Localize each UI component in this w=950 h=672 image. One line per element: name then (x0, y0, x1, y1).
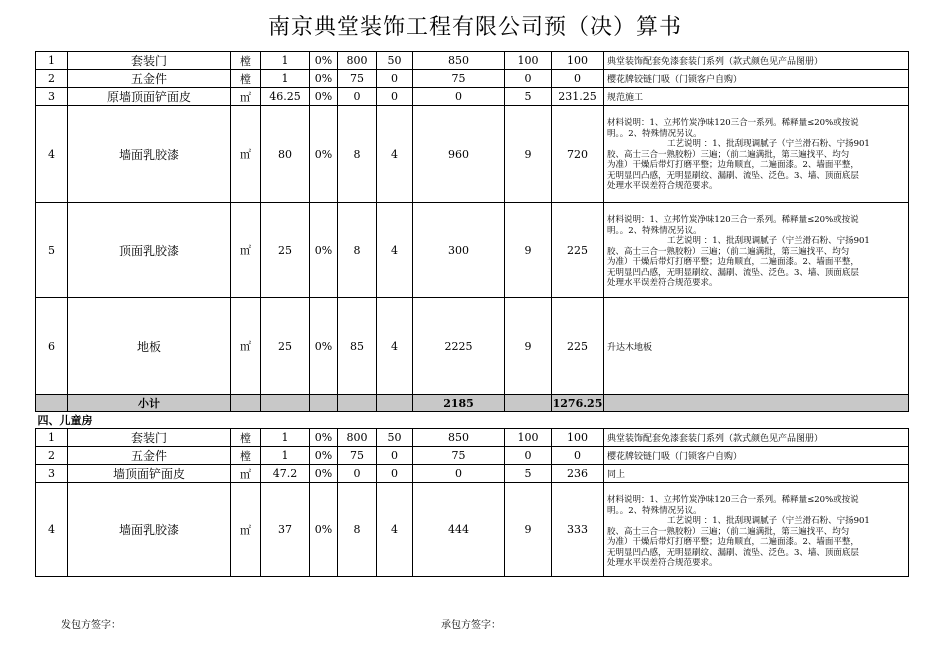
page-title: 南京典堂装饰工程有限公司预（决）算书 (267, 15, 682, 40)
budget-table (35, 51, 909, 577)
cell-loss: 0% (310, 88, 338, 106)
cell-price: 800 (338, 52, 377, 70)
cell-price: 75 (338, 70, 377, 88)
cell-qty: 46.25 (261, 88, 310, 106)
cell-labor: 0 (377, 88, 413, 106)
cell-labor-total: 9 (505, 203, 552, 298)
cell-total: 0 (552, 70, 604, 88)
section-heading-row (36, 412, 909, 429)
cell-price: 8 (338, 483, 377, 577)
cell-labor: 4 (377, 203, 413, 298)
cell-unit: ㎡ (231, 106, 261, 203)
cell-labor: 50 (377, 52, 413, 70)
cell-note (604, 465, 909, 483)
cell-name: 套装门 (68, 52, 231, 70)
note-line: 处理水平误差符合规范要求。 (607, 278, 718, 288)
note-line: 材料说明：1、立邦竹炭净味120三合一系列。稀释量≤20%或按说 (607, 495, 859, 505)
note-line: 无明显凹凸感，无明显刷纹、漏刷、流坠、泛色。3、墙、顶面底层 (607, 267, 859, 278)
cell-name: 五金件 (68, 447, 231, 465)
note-line: 工艺说明 ：1、批刮现调腻子（宁兰滑石粉、宁扬901 (667, 236, 870, 246)
cell-qty: 37 (261, 483, 310, 577)
cell-loss: 0% (310, 483, 338, 577)
cell-price: 0 (338, 465, 377, 483)
cell-labor: 4 (377, 298, 413, 395)
cell-labor-total: 100 (505, 52, 552, 70)
subtotal-empty-cell (377, 395, 413, 412)
cell-name: 地板 (68, 298, 231, 395)
cell-unit: 樘 (231, 52, 261, 70)
note-line: 工艺说明 ：1、批刮现调腻子（宁兰滑石粉、宁扬901 (667, 516, 870, 526)
cell-loss: 0% (310, 465, 338, 483)
note-line: 胶、高士三合一熟胶粉）三遍；（前二遍满批，第三遍找平、均匀 (607, 149, 850, 160)
cell-qty: 1 (261, 447, 310, 465)
note-line: 处理水平误差符合规范要求。 (607, 558, 718, 568)
subtotal-empty-cell (310, 395, 338, 412)
cell-loss: 0% (310, 298, 338, 395)
cell-material-total: 2225 (413, 298, 505, 395)
cell-total: 0 (552, 447, 604, 465)
note-line: 胶、高士三合一熟胶粉）三遍；（前二遍满批，第三遍找平、均匀 (607, 246, 850, 257)
cell-no: 2 (36, 70, 68, 88)
note-line: 为准）干燥后带灯打磨平整；边角顺直，二遍面漆。2、墙面平整， (607, 160, 859, 170)
cell-qty: 25 (261, 298, 310, 395)
cell-price: 85 (338, 298, 377, 395)
cell-labor-total: 9 (505, 483, 552, 577)
table-row (36, 88, 909, 106)
cell-price: 800 (338, 429, 377, 447)
note-line: 明。。2、特殊情况另议。 (607, 225, 702, 236)
cell-material-total: 0 (413, 465, 505, 483)
party-b-signature: 承包方签字： (441, 620, 501, 631)
cell-total: 225 (552, 203, 604, 298)
cell-name: 墙顶面铲面皮 (68, 465, 231, 483)
cell-unit: 樘 (231, 447, 261, 465)
note-line: 无明显凹凸感，无明显刷纹、漏刷、流坠、泛色。3、墙、顶面底层 (607, 547, 859, 558)
table-row (36, 203, 909, 298)
cell-total: 236 (552, 465, 604, 483)
subtotal-total: 1276.25 (552, 396, 603, 410)
cell-labor: 0 (377, 447, 413, 465)
note-line: 无明显凹凸感，无明显刷纹、漏刷、流坠、泛色。3、墙、顶面底层 (607, 170, 859, 181)
note-line: 樱花牌铰链门吸（门锁客户自购） (607, 452, 743, 462)
cell-name: 墙面乳胶漆 (68, 106, 231, 203)
subtotal-row (36, 395, 909, 412)
cell-total: 333 (552, 483, 604, 577)
cell-no: 6 (36, 298, 68, 395)
cell-material-total: 75 (413, 447, 505, 465)
cell-no: 2 (36, 447, 68, 465)
cell-qty: 1 (261, 70, 310, 88)
cell-unit: ㎡ (231, 88, 261, 106)
table-row (36, 298, 909, 395)
note-line: 工艺说明 ：1、批刮现调腻子（宁兰滑石粉、宁扬901 (667, 139, 870, 149)
subtotal-empty-cell (36, 395, 68, 412)
subtotal-label: 小计 (68, 395, 231, 412)
cell-material-total: 300 (413, 203, 505, 298)
cell-labor: 0 (377, 70, 413, 88)
table-row (36, 429, 909, 447)
cell-name: 墙面乳胶漆 (68, 483, 231, 577)
note-line: 升达木地板 (607, 342, 653, 353)
cell-unit: 樘 (231, 429, 261, 447)
subtotal-material-total: 2185 (413, 395, 505, 412)
cell-price: 0 (338, 88, 377, 106)
cell-unit: ㎡ (231, 203, 261, 298)
cell-labor-total: 0 (505, 70, 552, 88)
cell-no: 1 (36, 429, 68, 447)
cell-note (604, 447, 909, 465)
note-line: 材料说明：1、立邦竹炭净味120三合一系列。稀释量≤20%或按说 (607, 215, 859, 225)
note-line: 为准）干燥后带灯打磨平整；边角顺直，二遍面漆。2、墙面平整， (607, 257, 859, 267)
cell-material-total: 444 (413, 483, 505, 577)
cell-labor-total: 5 (505, 465, 552, 483)
cell-qty: 80 (261, 106, 310, 203)
cell-note (604, 88, 909, 106)
note-line: 材料说明：1、立邦竹炭净味120三合一系列。稀释量≤20%或按说 (607, 118, 859, 128)
cell-labor-total: 5 (505, 88, 552, 106)
cell-no: 3 (36, 88, 68, 106)
cell-note (604, 429, 909, 447)
cell-unit: ㎡ (231, 483, 261, 577)
cell-name: 套装门 (68, 429, 231, 447)
party-a-signature: 发包方签字： (61, 620, 121, 631)
cell-material-total: 75 (413, 70, 505, 88)
section-heading: 四、儿童房 (37, 414, 93, 427)
cell-note (604, 52, 909, 70)
table-row (36, 447, 909, 465)
cell-labor-total: 9 (505, 106, 552, 203)
note-line: 胶、高士三合一熟胶粉）三遍；（前二遍满批，第三遍找平、均匀 (607, 526, 850, 537)
cell-labor: 50 (377, 429, 413, 447)
cell-labor-total: 100 (505, 429, 552, 447)
subtotal-empty-cell (261, 395, 310, 412)
table-row (36, 106, 909, 203)
cell-qty: 25 (261, 203, 310, 298)
cell-material-total: 0 (413, 88, 505, 106)
cell-note (604, 203, 909, 298)
cell-material-total: 850 (413, 429, 505, 447)
subtotal-empty-cell (505, 395, 552, 412)
note-line: 樱花牌铰链门吸（门锁客户自购） (607, 75, 743, 85)
table-row (36, 70, 909, 88)
cell-loss: 0% (310, 429, 338, 447)
cell-no: 3 (36, 465, 68, 483)
subtotal-empty-cell (338, 395, 377, 412)
cell-name: 五金件 (68, 70, 231, 88)
note-line: 同上 (607, 470, 626, 480)
note-line: 明。。2、特殊情况另议。 (607, 128, 702, 139)
note-line: 处理水平误差符合规范要求。 (607, 181, 718, 191)
subtotal-empty-cell (231, 395, 261, 412)
table-row (36, 483, 909, 577)
cell-labor: 0 (377, 465, 413, 483)
cell-loss: 0% (310, 70, 338, 88)
cell-note (604, 106, 909, 203)
cell-labor: 4 (377, 106, 413, 203)
note-line: 规范施工 (607, 93, 644, 103)
cell-name: 原墙顶面铲面皮 (68, 88, 231, 106)
cell-loss: 0% (310, 203, 338, 298)
cell-name: 顶面乳胶漆 (68, 203, 231, 298)
cell-labor-total: 0 (505, 447, 552, 465)
cell-unit: ㎡ (231, 298, 261, 395)
cell-loss: 0% (310, 52, 338, 70)
cell-total: 231.25 (552, 88, 604, 106)
note-line: 典堂装饰配套免漆套装门系列（款式颜色见产品图册） (607, 434, 824, 444)
cell-total: 100 (552, 429, 604, 447)
cell-total: 100 (552, 52, 604, 70)
cell-material-total: 960 (413, 106, 505, 203)
cell-labor: 4 (377, 483, 413, 577)
cell-qty: 1 (261, 52, 310, 70)
cell-no: 1 (36, 52, 68, 70)
cell-note (604, 298, 909, 395)
cell-total: 225 (552, 298, 604, 395)
table-row (36, 465, 909, 483)
note-line: 明。。2、特殊情况另议。 (607, 505, 702, 516)
cell-unit: 樘 (231, 70, 261, 88)
cell-material-total: 850 (413, 52, 505, 70)
cell-loss: 0% (310, 447, 338, 465)
cell-unit: ㎡ (231, 465, 261, 483)
cell-no: 5 (36, 203, 68, 298)
cell-price: 8 (338, 203, 377, 298)
cell-qty: 47.2 (261, 465, 310, 483)
note-line: 典堂装饰配套免漆套装门系列（款式颜色见产品图册） (607, 57, 824, 67)
cell-qty: 1 (261, 429, 310, 447)
cell-labor-total: 9 (505, 298, 552, 395)
cell-note (604, 483, 909, 577)
cell-price: 8 (338, 106, 377, 203)
cell-price: 75 (338, 447, 377, 465)
cell-no: 4 (36, 483, 68, 577)
cell-total: 720 (552, 106, 604, 203)
subtotal-empty-cell (604, 395, 909, 412)
table-row (36, 52, 909, 70)
cell-note (604, 70, 909, 88)
cell-no: 4 (36, 106, 68, 203)
cell-loss: 0% (310, 106, 338, 203)
note-line: 为准）干燥后带灯打磨平整；边角顺直，二遍面漆。2、墙面平整， (607, 537, 859, 547)
